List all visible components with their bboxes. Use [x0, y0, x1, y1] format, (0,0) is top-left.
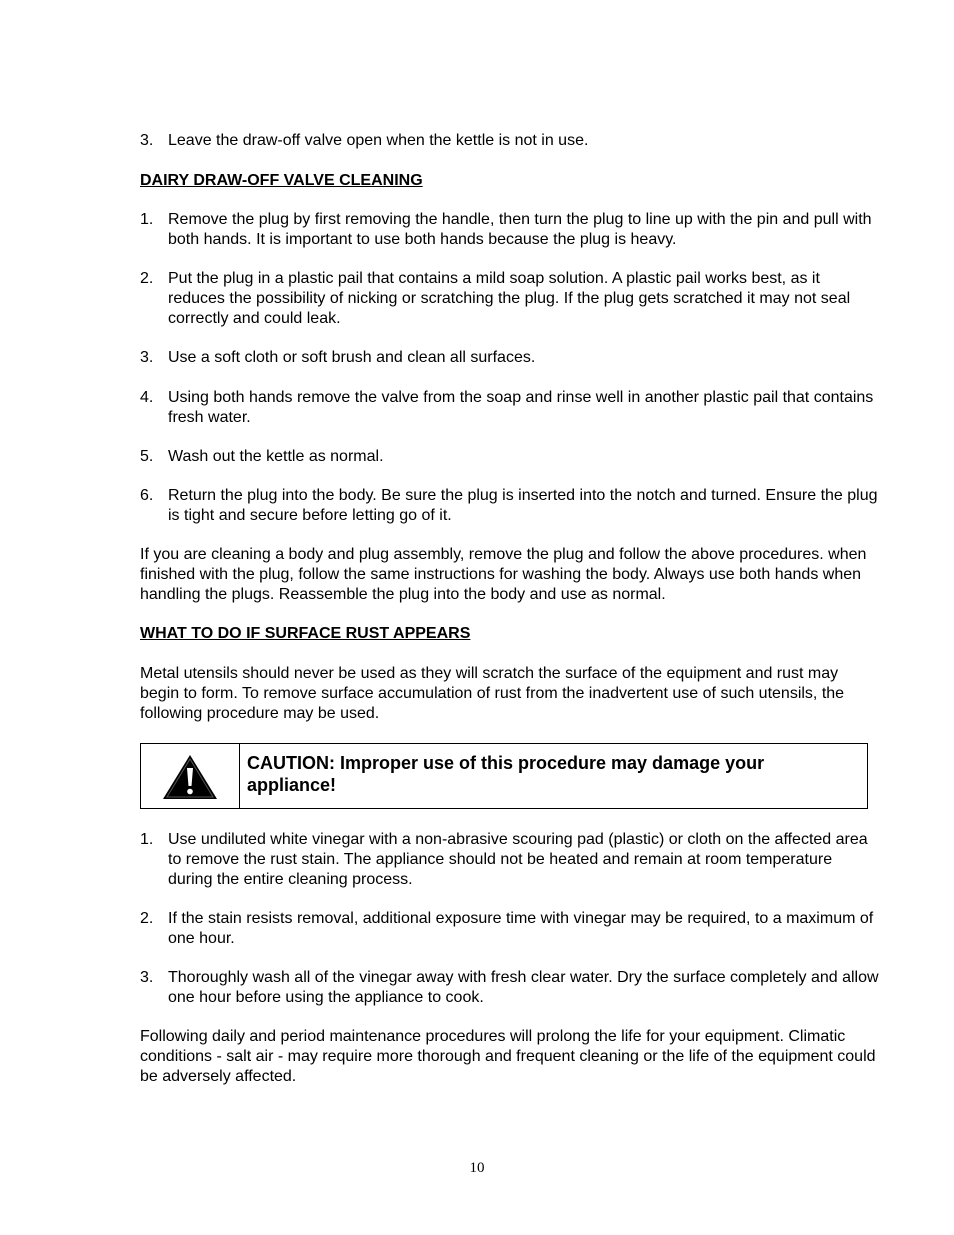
item-number: 1.: [140, 211, 154, 228]
item-number: 2.: [140, 270, 154, 287]
item-text: Put the plug in a plastic pail that contains a mild soap solution. A plastic pail works best, as it reduces the possibility of nicking or scratching the plug. If the plug gets scratched it may not seal correctly and could leak.: [168, 270, 851, 327]
list-item: [140, 269, 880, 329]
item-text: Using both hands remove the valve from the soap and rinse well in another plastic pail that contains fresh water.: [168, 389, 874, 426]
item-number: 5.: [140, 448, 154, 465]
item-text: Return the plug into the body. Be sure the plug is inserted into the notch and turned. Ensure the plug is tight and secure before letting go of it.: [168, 487, 878, 524]
item-number: 6.: [140, 487, 154, 504]
list-item: [140, 447, 880, 467]
list-item: [140, 968, 880, 1008]
item-text: Wash out the kettle as normal.: [168, 448, 384, 465]
item-number: 3.: [140, 349, 154, 366]
item-number: 3.: [140, 969, 154, 986]
caution-text: CAUTION: Improper use of this procedure may damage your appliance!: [247, 753, 765, 795]
section-heading-draw-off-valve: DAIRY DRAW-OFF VALVE CLEANING: [140, 172, 423, 189]
item-text: Use a soft cloth or soft brush and clean all surfaces.: [168, 349, 536, 366]
item-number: 2.: [140, 910, 154, 927]
list-item: [140, 131, 880, 151]
item-text: Remove the plug by first removing the handle, then turn the plug to line up with the pin and pull with both hands. It is important to use both hands because the plug is heavy.: [168, 211, 872, 248]
list-item: [140, 388, 880, 428]
item-text: If the stain resists removal, additional exposure time with vinegar may be required, to a maximum of one hour.: [168, 910, 874, 947]
closing-paragraph: Following daily and period maintenance procedures will prolong the life for your equipment. Climatic conditions - salt air - may require more thorough and frequent cleaning or the life of the equipment could be adversely affected.: [140, 1028, 876, 1085]
list-item: [140, 486, 880, 526]
list-item: [140, 348, 880, 368]
item-number: 4.: [140, 389, 154, 406]
page-number: 10: [469, 1160, 485, 1176]
list-item: [140, 210, 880, 250]
body-paragraph: Metal utensils should never be used as they will scratch the surface of the equipment and rust may begin to form. To remove surface accumulation of rust from the inadvertent use of such utensils, the following procedure may be used.: [140, 665, 845, 722]
caution-box: [140, 743, 868, 809]
item-text: Leave the draw-off valve open when the kettle is not in use.: [168, 132, 589, 149]
item-number: 1.: [140, 831, 154, 848]
section-heading-surface-rust: WHAT TO DO IF SURFACE RUST APPEARS: [140, 625, 471, 642]
list-item: [140, 830, 880, 890]
item-number: 3.: [140, 132, 154, 149]
caution-icon-cell: [141, 744, 240, 808]
item-text: Use undiluted white vinegar with a non-abrasive scouring pad (plastic) or cloth on the affected area to remove the rust stain. The appliance should not be heated and remain at room temperature during the entire cleaning process.: [168, 831, 868, 888]
warning-triangle-icon: [161, 753, 219, 801]
item-text: Thoroughly wash all of the vinegar away with fresh clear water. Dry the surface completely and allow one hour before using the appliance to cook.: [168, 969, 879, 1006]
body-paragraph: If you are cleaning a body and plug assembly, remove the plug and follow the above procedures. when finished with the plug, follow the same instructions for washing the body. Always use both hands when handling the plugs. Reassemble the plug into the body and use as normal.: [140, 546, 867, 603]
list-item: [140, 909, 880, 949]
